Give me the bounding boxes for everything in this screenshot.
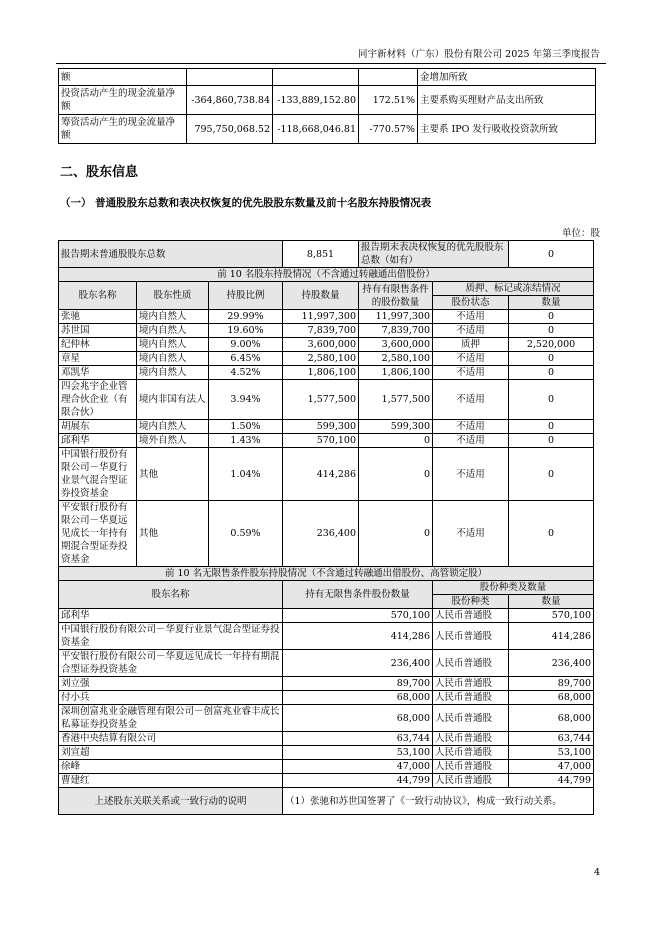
table-row [59, 650, 594, 677]
table-row [59, 746, 594, 760]
ur-type: 人民币普通股 [433, 760, 509, 774]
holder-ratio: 6.45% [209, 352, 283, 366]
ur-qty: 47,000 [283, 760, 433, 774]
ur-count: 89,700 [509, 677, 594, 691]
ur-type: 人民币普通股 [433, 746, 509, 760]
table-row [59, 691, 594, 705]
holder-name: 平安银行股份有限公司－华夏远见成长一年持有期混合型证券投资基金 [59, 501, 137, 567]
table-row [59, 366, 594, 380]
holder-nature: 境外自然人 [137, 434, 209, 448]
cashflow-label: 筹资活动产生的现金流量净额 [59, 115, 187, 144]
holder-name: 胡展东 [59, 420, 137, 434]
ur-name: 中国银行股份有限公司－华夏行业景气混合型证券投资基金 [59, 623, 283, 650]
holder-qty: 1,577,500 [283, 380, 359, 420]
holder-status: 不适用 [433, 501, 509, 567]
common-holders-label: 报告期末普通股股东总数 [59, 241, 283, 268]
ur-qty: 53,100 [283, 746, 433, 760]
page-number: 4 [593, 867, 600, 878]
table-row [59, 774, 594, 788]
ur-name: 徐峰 [59, 760, 283, 774]
ur-type: 人民币普通股 [433, 609, 509, 623]
table-row [59, 324, 594, 338]
ur-name: 刘立强 [59, 677, 283, 691]
holder-name: 张驰 [59, 310, 137, 324]
ur-count: 44,799 [509, 774, 594, 788]
ur-header-qty: 持有无限售条件股份数量 [283, 581, 433, 609]
cashflow-current [187, 69, 273, 86]
ur-name: 付小兵 [59, 691, 283, 705]
summary-row [59, 241, 594, 268]
table-row [59, 448, 594, 501]
holder-ratio: 3.94% [209, 380, 283, 420]
section-title: 二、股东信息 [60, 165, 139, 180]
ur-count: 68,000 [509, 705, 594, 732]
holder-nature: 境内自然人 [137, 324, 209, 338]
ur-header-type-group: 股份种类及数量 [433, 581, 594, 595]
table-row [59, 420, 594, 434]
holder-nature: 其他 [137, 448, 209, 501]
header-name: 股东名称 [59, 282, 137, 310]
unrestricted-header-row [59, 581, 594, 595]
holder-name: 中国银行股份有限公司－华夏行业景气混合型证券投资基金 [59, 448, 137, 501]
ur-count: 63,744 [509, 732, 594, 746]
pref-holders-label: 报告期末表决权恢复的优先股股东总数（如有） [359, 241, 509, 268]
ur-count: 570,100 [509, 609, 594, 623]
ur-count: 53,100 [509, 746, 594, 760]
holder-restricted: 2,580,100 [359, 352, 433, 366]
holder-ratio: 29.99% [209, 310, 283, 324]
header-count: 数量 [509, 296, 594, 310]
cashflow-reason: 主要系 IPO 发行吸收投资款所致 [418, 115, 596, 144]
holder-ratio: 19.60% [209, 324, 283, 338]
holder-count: 0 [509, 448, 594, 501]
ur-count: 414,286 [509, 623, 594, 650]
cashflow-row [59, 69, 596, 86]
table-row [59, 501, 594, 567]
cashflow-label: 额 [59, 69, 187, 86]
ur-qty: 89,700 [283, 677, 433, 691]
holder-qty: 7,839,700 [283, 324, 359, 338]
header-pledge: 质押、标记或冻结情况 [433, 282, 594, 296]
holder-count: 0 [509, 380, 594, 420]
ur-type: 人民币普通股 [433, 705, 509, 732]
header-nature: 股东性质 [137, 282, 209, 310]
table-row [59, 310, 594, 324]
holder-restricted: 3,600,000 [359, 338, 433, 352]
ur-name: 曹建红 [59, 774, 283, 788]
ur-header-type: 股份种类 [433, 595, 509, 609]
page-header-title: 同宇新材料（广东）股份有限公司 2025 年第三季度报告 [357, 49, 600, 60]
unit-label: 单位：股 [561, 228, 600, 239]
holder-restricted: 7,839,700 [359, 324, 433, 338]
holder-status: 不适用 [433, 352, 509, 366]
holder-ratio: 1.43% [209, 434, 283, 448]
header-ratio: 持股比例 [209, 282, 283, 310]
table-row [59, 380, 594, 420]
holder-qty: 236,400 [283, 501, 359, 567]
ur-type: 人民币普通股 [433, 774, 509, 788]
top10-caption-row [59, 268, 594, 282]
cashflow-row [59, 86, 596, 115]
holder-count: 0 [509, 420, 594, 434]
ur-qty: 68,000 [283, 705, 433, 732]
ur-qty: 63,744 [283, 732, 433, 746]
holder-name: 邱利华 [59, 434, 137, 448]
holder-qty: 599,300 [283, 420, 359, 434]
shareholders-table [58, 240, 594, 815]
holder-restricted: 11,997,300 [359, 310, 433, 324]
unrestricted-caption-row [59, 567, 594, 581]
cashflow-row [59, 115, 596, 144]
top10-header-row [59, 282, 594, 296]
cashflow-change [359, 69, 418, 86]
holder-name: 章星 [59, 352, 137, 366]
holder-status: 质押 [433, 338, 509, 352]
ur-type: 人民币普通股 [433, 650, 509, 677]
table-row [59, 705, 594, 732]
ur-name: 邱利华 [59, 609, 283, 623]
ur-qty: 236,400 [283, 650, 433, 677]
ur-qty: 414,286 [283, 623, 433, 650]
section-subtitle: （一） 普通股股东总数和表决权恢复的优先股股东数量及前十名股东持股情况表 [60, 197, 432, 209]
header-restricted: 持有有限售条件的股份数量 [359, 282, 433, 310]
holder-status: 不适用 [433, 434, 509, 448]
holder-qty: 1,806,100 [283, 366, 359, 380]
table-row [59, 760, 594, 774]
holder-ratio: 0.59% [209, 501, 283, 567]
holder-status: 不适用 [433, 366, 509, 380]
cashflow-reason: 金增加所致 [418, 69, 596, 86]
ur-type: 人民币普通股 [433, 691, 509, 705]
ur-qty: 44,799 [283, 774, 433, 788]
holder-qty: 570,100 [283, 434, 359, 448]
holder-nature: 境内自然人 [137, 420, 209, 434]
header-divider [56, 63, 606, 64]
table-row [59, 609, 594, 623]
table-row [59, 338, 594, 352]
holder-status: 不适用 [433, 448, 509, 501]
unrestricted-caption: 前 10 名无限售条件股东持股情况（不含通过转融通出借股份、高管锁定股） [59, 567, 594, 581]
holder-count: 0 [509, 501, 594, 567]
holder-name: 四会兆宇企业管理合伙企业（有限合伙） [59, 380, 137, 420]
holder-status: 不适用 [433, 324, 509, 338]
cashflow-current: 795,750,068.52 [187, 115, 273, 144]
related-text: （1）张驰和苏世国签署了《一致行动协议》，构成一致行动关系。 [283, 788, 594, 815]
cashflow-label: 投资活动产生的现金流量净额 [59, 86, 187, 115]
holder-qty: 11,997,300 [283, 310, 359, 324]
holder-name: 纪仲林 [59, 338, 137, 352]
holder-status: 不适用 [433, 310, 509, 324]
cashflow-change: 172.51% [359, 86, 418, 115]
related-row [59, 788, 594, 815]
holder-nature: 境内自然人 [137, 338, 209, 352]
holder-count: 0 [509, 310, 594, 324]
pref-holders-value: 0 [509, 241, 594, 268]
cashflow-change: -770.57% [359, 115, 418, 144]
holder-count: 0 [509, 352, 594, 366]
ur-type: 人民币普通股 [433, 732, 509, 746]
ur-count: 236,400 [509, 650, 594, 677]
holder-qty: 414,286 [283, 448, 359, 501]
cashflow-prior [273, 69, 359, 86]
holder-nature: 境内自然人 [137, 310, 209, 324]
cashflow-table [58, 68, 596, 144]
ur-qty: 68,000 [283, 691, 433, 705]
ur-name: 深圳创富兆业金融管理有限公司－创富兆业睿丰成长私募证券投资基金 [59, 705, 283, 732]
cashflow-prior: -118,668,046.81 [273, 115, 359, 144]
holder-nature: 境内自然人 [137, 352, 209, 366]
table-row [59, 623, 594, 650]
holder-nature: 其他 [137, 501, 209, 567]
holder-nature: 境内非国有法人 [137, 380, 209, 420]
holder-ratio: 9.00% [209, 338, 283, 352]
ur-count: 47,000 [509, 760, 594, 774]
related-label: 上述股东关联关系或一致行动的说明 [59, 788, 283, 815]
holder-ratio: 1.50% [209, 420, 283, 434]
holder-ratio: 1.04% [209, 448, 283, 501]
holder-nature: 境内自然人 [137, 366, 209, 380]
holder-qty: 2,580,100 [283, 352, 359, 366]
cashflow-prior: -133,889,152.80 [273, 86, 359, 115]
holder-count: 0 [509, 366, 594, 380]
top10-caption: 前 10 名股东持股情况（不含通过转融通出借股份） [59, 268, 594, 282]
ur-name: 刘宣超 [59, 746, 283, 760]
table-row [59, 352, 594, 366]
ur-qty: 570,100 [283, 609, 433, 623]
table-row [59, 434, 594, 448]
ur-type: 人民币普通股 [433, 623, 509, 650]
holder-ratio: 4.52% [209, 366, 283, 380]
ur-type: 人民币普通股 [433, 677, 509, 691]
holder-count: 2,520,000 [509, 338, 594, 352]
holder-restricted: 1,806,100 [359, 366, 433, 380]
holder-restricted: 0 [359, 501, 433, 567]
common-holders-value: 8,851 [283, 241, 359, 268]
header-qty: 持股数量 [283, 282, 359, 310]
ur-count: 68,000 [509, 691, 594, 705]
holder-restricted: 0 [359, 448, 433, 501]
holder-restricted: 599,300 [359, 420, 433, 434]
holder-name: 苏世国 [59, 324, 137, 338]
holder-name: 邓凯华 [59, 366, 137, 380]
ur-name: 平安银行股份有限公司－华夏远见成长一年持有期混合型证券投资基金 [59, 650, 283, 677]
cashflow-current: -364,860,738.84 [187, 86, 273, 115]
table-row [59, 732, 594, 746]
holder-count: 0 [509, 434, 594, 448]
holder-count: 0 [509, 324, 594, 338]
cashflow-reason: 主要系购买理财产品支出所致 [418, 86, 596, 115]
ur-name: 香港中央结算有限公司 [59, 732, 283, 746]
ur-header-count: 数量 [509, 595, 594, 609]
holder-restricted: 1,577,500 [359, 380, 433, 420]
holder-qty: 3,600,000 [283, 338, 359, 352]
table-row [59, 677, 594, 691]
ur-header-name: 股东名称 [59, 581, 283, 609]
holder-restricted: 0 [359, 434, 433, 448]
header-status: 股份状态 [433, 296, 509, 310]
holder-status: 不适用 [433, 380, 509, 420]
holder-status: 不适用 [433, 420, 509, 434]
